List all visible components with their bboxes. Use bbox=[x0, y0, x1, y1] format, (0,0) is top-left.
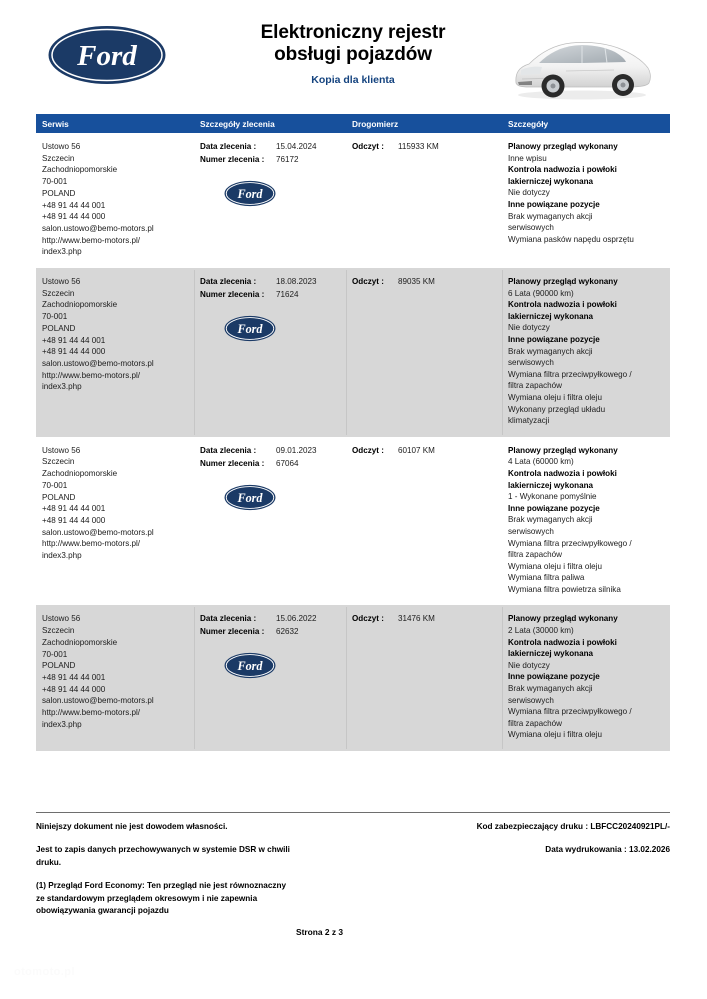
order-details-cell bbox=[194, 605, 346, 751]
footer-economy-note-line-3: obowiązywania gwarancji pojazdu bbox=[36, 906, 169, 916]
detail-heading: lakierniczej wykonana bbox=[508, 311, 594, 321]
detail-line: serwisowych bbox=[508, 358, 554, 368]
print-date-value: 13.02.2026 bbox=[629, 845, 670, 855]
svg-text:Ford: Ford bbox=[237, 186, 263, 201]
order-number-value: 76172 bbox=[276, 155, 299, 164]
service-address-line: 70-001 bbox=[42, 312, 68, 322]
service-address-line: Ustowo 56 bbox=[42, 614, 81, 624]
print-date-label: Data wydrukowania : bbox=[545, 845, 627, 855]
service-address-line: 70-001 bbox=[42, 649, 68, 659]
footer-economy-note-line-2: ze standardowym przeglądem okresowym i nie zapewnia bbox=[36, 893, 258, 903]
service-address-line: Zachodniopomorskie bbox=[42, 165, 118, 175]
service-address-line: salon.ustowo@bemo-motors.pl bbox=[42, 696, 154, 706]
order-date-row bbox=[200, 141, 340, 153]
detail-line: filtra zapachów bbox=[508, 550, 562, 560]
detail-line: Wymiana filtra paliwa bbox=[508, 573, 585, 583]
detail-line: Wymiana pasków napędu osprzętu bbox=[508, 234, 634, 244]
detail-heading: Kontrola nadwozia i powłoki bbox=[508, 637, 617, 647]
order-details-cell bbox=[194, 133, 346, 268]
footer-divider bbox=[36, 812, 670, 813]
table-row bbox=[36, 605, 670, 751]
document-title-line-1: Elektroniczny rejestr bbox=[260, 22, 446, 43]
order-number-label: Numer zlecenia : bbox=[200, 290, 265, 300]
detail-line: serwisowych bbox=[508, 526, 554, 536]
svg-text:Ford: Ford bbox=[77, 40, 137, 72]
service-history-table bbox=[36, 114, 670, 751]
service-address-cell bbox=[36, 437, 194, 606]
order-number-label: Numer zlecenia : bbox=[200, 155, 265, 164]
odometer-cell bbox=[346, 268, 502, 437]
detail-line: serwisowych bbox=[508, 223, 554, 233]
order-details-cell bbox=[194, 437, 346, 606]
odometer-cell bbox=[346, 133, 502, 268]
order-number-label: Numer zlecenia : bbox=[200, 458, 265, 468]
detail-line: 1 - Wykonane pomyślnie bbox=[508, 492, 597, 502]
print-date bbox=[400, 844, 670, 856]
order-number-label: Numer zlecenia : bbox=[200, 627, 265, 637]
detail-line: Nie dotyczy bbox=[508, 323, 550, 333]
table-body bbox=[36, 133, 670, 751]
detail-line: Wymiana filtra przeciwpyłkowego / bbox=[508, 538, 632, 548]
odometer-value: 31476 KM bbox=[398, 614, 435, 624]
watermark: otomoto.pl bbox=[14, 966, 75, 978]
footer-dsr-note-line-2: druku. bbox=[36, 857, 62, 867]
odometer-label: Odczyt : bbox=[352, 142, 384, 151]
service-address-line: POLAND bbox=[42, 661, 76, 671]
order-date-value: 09.01.2023 bbox=[276, 445, 317, 455]
svg-text:Ford: Ford bbox=[237, 321, 263, 336]
order-date-value: 15.06.2022 bbox=[276, 614, 317, 624]
service-address-line: Szczecin bbox=[42, 288, 75, 298]
order-date-label: Data zlecenia : bbox=[200, 614, 257, 624]
details-cell bbox=[502, 268, 670, 437]
order-date-label: Data zlecenia : bbox=[200, 445, 257, 455]
detail-line: 4 Lata (60000 km) bbox=[508, 457, 574, 467]
detail-line: 2 Lata (30000 km) bbox=[508, 626, 574, 636]
column-header-order-details: Szczegóły zlecenia bbox=[200, 118, 275, 129]
svg-text:Ford: Ford bbox=[237, 659, 263, 674]
odometer-label: Odczyt : bbox=[352, 277, 384, 287]
order-date-row bbox=[200, 613, 340, 625]
document-subtitle: Kopia dla klienta bbox=[311, 74, 395, 86]
table-row bbox=[36, 268, 670, 437]
detail-line: Wykonany przegląd układu bbox=[508, 404, 606, 414]
order-number-value: 62632 bbox=[276, 627, 299, 637]
order-number-row bbox=[200, 458, 340, 470]
odometer-label: Odczyt : bbox=[352, 445, 384, 455]
page-indicator: Strona 2 z 3 bbox=[296, 927, 344, 938]
detail-line: Wymiana filtra przeciwpyłkowego / bbox=[508, 369, 632, 379]
service-address-line: +48 91 44 44 001 bbox=[42, 200, 106, 210]
service-address-line: +48 91 44 44 000 bbox=[42, 212, 106, 222]
detail-line: Wymiana oleju i filtra oleju bbox=[508, 392, 602, 402]
ford-oval-logo bbox=[47, 24, 167, 86]
service-address-line: salon.ustowo@bemo-motors.pl bbox=[42, 223, 154, 233]
table-header-row bbox=[36, 114, 670, 133]
service-address-cell bbox=[36, 133, 194, 268]
order-number-row bbox=[200, 154, 340, 166]
service-address-line: index3.php bbox=[42, 382, 82, 392]
detail-line: Wymiana filtra powietrza silnika bbox=[508, 584, 621, 594]
order-number-value: 67064 bbox=[276, 458, 299, 468]
service-address-line: POLAND bbox=[42, 323, 76, 333]
odometer-row bbox=[352, 445, 496, 457]
odometer-value: 89035 KM bbox=[398, 277, 435, 287]
document-title-block bbox=[180, 22, 526, 86]
ford-oval-logo bbox=[216, 484, 284, 511]
service-address-line: Zachodniopomorskie bbox=[42, 637, 118, 647]
footer-right-block bbox=[400, 821, 670, 917]
odometer-row bbox=[352, 613, 496, 625]
detail-heading: Inne powiązane pozycje bbox=[508, 335, 600, 344]
detail-heading: Planowy przegląd wykonany bbox=[508, 277, 618, 287]
detail-line: Brak wymaganych akcji bbox=[508, 211, 593, 221]
detail-line: Nie dotyczy bbox=[508, 660, 550, 670]
service-address-line: Szczecin bbox=[42, 626, 75, 636]
service-address-line: +48 91 44 44 000 bbox=[42, 515, 106, 525]
footer-economy-note-line-1: (1) Przegląd Ford Economy: Ten przegląd nie jest równoznaczny bbox=[36, 881, 287, 891]
order-number-value: 71624 bbox=[276, 290, 299, 300]
table-row bbox=[36, 437, 670, 606]
service-address-line: http://www.bemo-motors.pl/ bbox=[42, 539, 141, 549]
odometer-label: Odczyt : bbox=[352, 614, 384, 624]
service-address-line: 70-001 bbox=[42, 177, 68, 187]
odometer-row bbox=[352, 276, 496, 288]
detail-line: Brak wymaganych akcji bbox=[508, 346, 593, 356]
detail-heading: Kontrola nadwozia i powłoki bbox=[508, 468, 617, 478]
service-address-line: POLAND bbox=[42, 188, 76, 198]
ford-focus-car-image bbox=[507, 27, 655, 105]
detail-line: Wymiana filtra przeciwpyłkowego / bbox=[508, 707, 632, 717]
odometer-cell bbox=[346, 437, 502, 606]
order-date-label: Data zlecenia : bbox=[200, 277, 257, 287]
service-address-line: +48 91 44 44 001 bbox=[42, 672, 106, 682]
service-address-line: salon.ustowo@bemo-motors.pl bbox=[42, 527, 154, 537]
odometer-value: 115933 KM bbox=[398, 142, 439, 151]
order-date-value: 15.04.2024 bbox=[276, 142, 317, 151]
ford-oval-logo bbox=[216, 315, 284, 342]
service-address-line: index3.php bbox=[42, 551, 82, 561]
footer-ownership-note: Niniejszy dokument nie jest dowodem własności. bbox=[36, 822, 228, 831]
detail-heading: Kontrola nadwozia i powłoki bbox=[508, 165, 617, 175]
details-cell bbox=[502, 437, 670, 606]
footer-dsr-note-line-1: Jest to zapis danych przechowywanych w systemie DSR w chwili bbox=[36, 845, 290, 855]
column-header-odometer: Drogomierz bbox=[352, 118, 399, 129]
service-address-line: index3.php bbox=[42, 719, 82, 729]
details-cell bbox=[502, 133, 670, 268]
table-row bbox=[36, 133, 670, 268]
detail-line: Wymiana oleju i filtra oleju bbox=[508, 730, 602, 740]
service-address-line: +48 91 44 44 001 bbox=[42, 504, 106, 514]
svg-text:Ford: Ford bbox=[237, 490, 263, 505]
odometer-row bbox=[352, 141, 496, 153]
detail-line: serwisowych bbox=[508, 695, 554, 705]
detail-heading: lakierniczej wykonana bbox=[508, 649, 594, 659]
service-address-line: 70-001 bbox=[42, 480, 68, 490]
detail-line: filtra zapachów bbox=[508, 718, 562, 728]
service-address-line: +48 91 44 44 000 bbox=[42, 684, 106, 694]
details-cell bbox=[502, 605, 670, 751]
detail-heading: Inne powiązane pozycje bbox=[508, 503, 600, 513]
detail-heading: Inne powiązane pozycje bbox=[508, 672, 600, 682]
ford-oval-logo bbox=[216, 652, 284, 679]
order-date-row bbox=[200, 445, 340, 457]
service-address-line: Szczecin bbox=[42, 153, 75, 163]
footer-left-block bbox=[36, 821, 366, 917]
service-address-line: +48 91 44 44 001 bbox=[42, 335, 106, 345]
detail-line: filtra zapachów bbox=[508, 381, 562, 391]
service-address-line: http://www.bemo-motors.pl/ bbox=[42, 708, 141, 718]
detail-heading: Kontrola nadwozia i powłoki bbox=[508, 300, 617, 310]
security-code-label: Kod zabezpieczający druku : bbox=[476, 822, 589, 831]
detail-line: Nie dotyczy bbox=[508, 188, 550, 198]
service-address-cell bbox=[36, 605, 194, 751]
service-address-line: Zachodniopomorskie bbox=[42, 469, 118, 479]
service-address-line: Ustowo 56 bbox=[42, 142, 81, 151]
detail-heading: Planowy przegląd wykonany bbox=[508, 614, 618, 624]
detail-heading: Planowy przegląd wykonany bbox=[508, 445, 618, 455]
order-date-label: Data zlecenia : bbox=[200, 142, 257, 151]
service-address-line: Ustowo 56 bbox=[42, 445, 81, 455]
order-number-row bbox=[200, 289, 340, 301]
detail-heading: Inne powiązane pozycje bbox=[508, 199, 600, 209]
detail-heading: Planowy przegląd wykonany bbox=[508, 142, 618, 151]
order-date-value: 18.08.2023 bbox=[276, 277, 317, 287]
detail-line: Wymiana oleju i filtra oleju bbox=[508, 561, 602, 571]
service-address-line: index3.php bbox=[42, 247, 82, 257]
document-footer bbox=[36, 812, 670, 937]
ford-oval-logo bbox=[216, 180, 284, 207]
detail-heading: lakierniczej wykonana bbox=[508, 480, 594, 490]
service-address-line: Ustowo 56 bbox=[42, 277, 81, 287]
detail-line: 6 Lata (90000 km) bbox=[508, 288, 574, 298]
service-address-cell bbox=[36, 268, 194, 437]
service-address-line: Szczecin bbox=[42, 457, 75, 467]
service-address-line: http://www.bemo-motors.pl/ bbox=[42, 235, 141, 245]
service-address-line: Zachodniopomorskie bbox=[42, 300, 118, 310]
detail-line: Inne wpisu bbox=[508, 153, 547, 163]
order-number-row bbox=[200, 626, 340, 638]
security-code-value: LBFCC20240921PL/- bbox=[590, 822, 670, 831]
detail-line: klimatyzacji bbox=[508, 416, 550, 426]
document-header bbox=[0, 0, 707, 108]
service-address-line: http://www.bemo-motors.pl/ bbox=[42, 370, 141, 380]
service-address-line: POLAND bbox=[42, 492, 76, 502]
detail-line: Brak wymaganych akcji bbox=[508, 684, 593, 694]
odometer-cell bbox=[346, 605, 502, 751]
service-address-line: +48 91 44 44 000 bbox=[42, 347, 106, 357]
column-header-service: Serwis bbox=[42, 118, 69, 129]
document-title-line-2: obsługi pojazdów bbox=[274, 44, 432, 65]
order-date-row bbox=[200, 276, 340, 288]
column-header-details: Szczegóły bbox=[508, 118, 549, 129]
odometer-value: 60107 KM bbox=[398, 445, 435, 455]
detail-line: Brak wymaganych akcji bbox=[508, 515, 593, 525]
service-address-line: salon.ustowo@bemo-motors.pl bbox=[42, 358, 154, 368]
order-details-cell bbox=[194, 268, 346, 437]
detail-heading: lakierniczej wykonana bbox=[508, 176, 594, 186]
security-code bbox=[400, 821, 670, 833]
